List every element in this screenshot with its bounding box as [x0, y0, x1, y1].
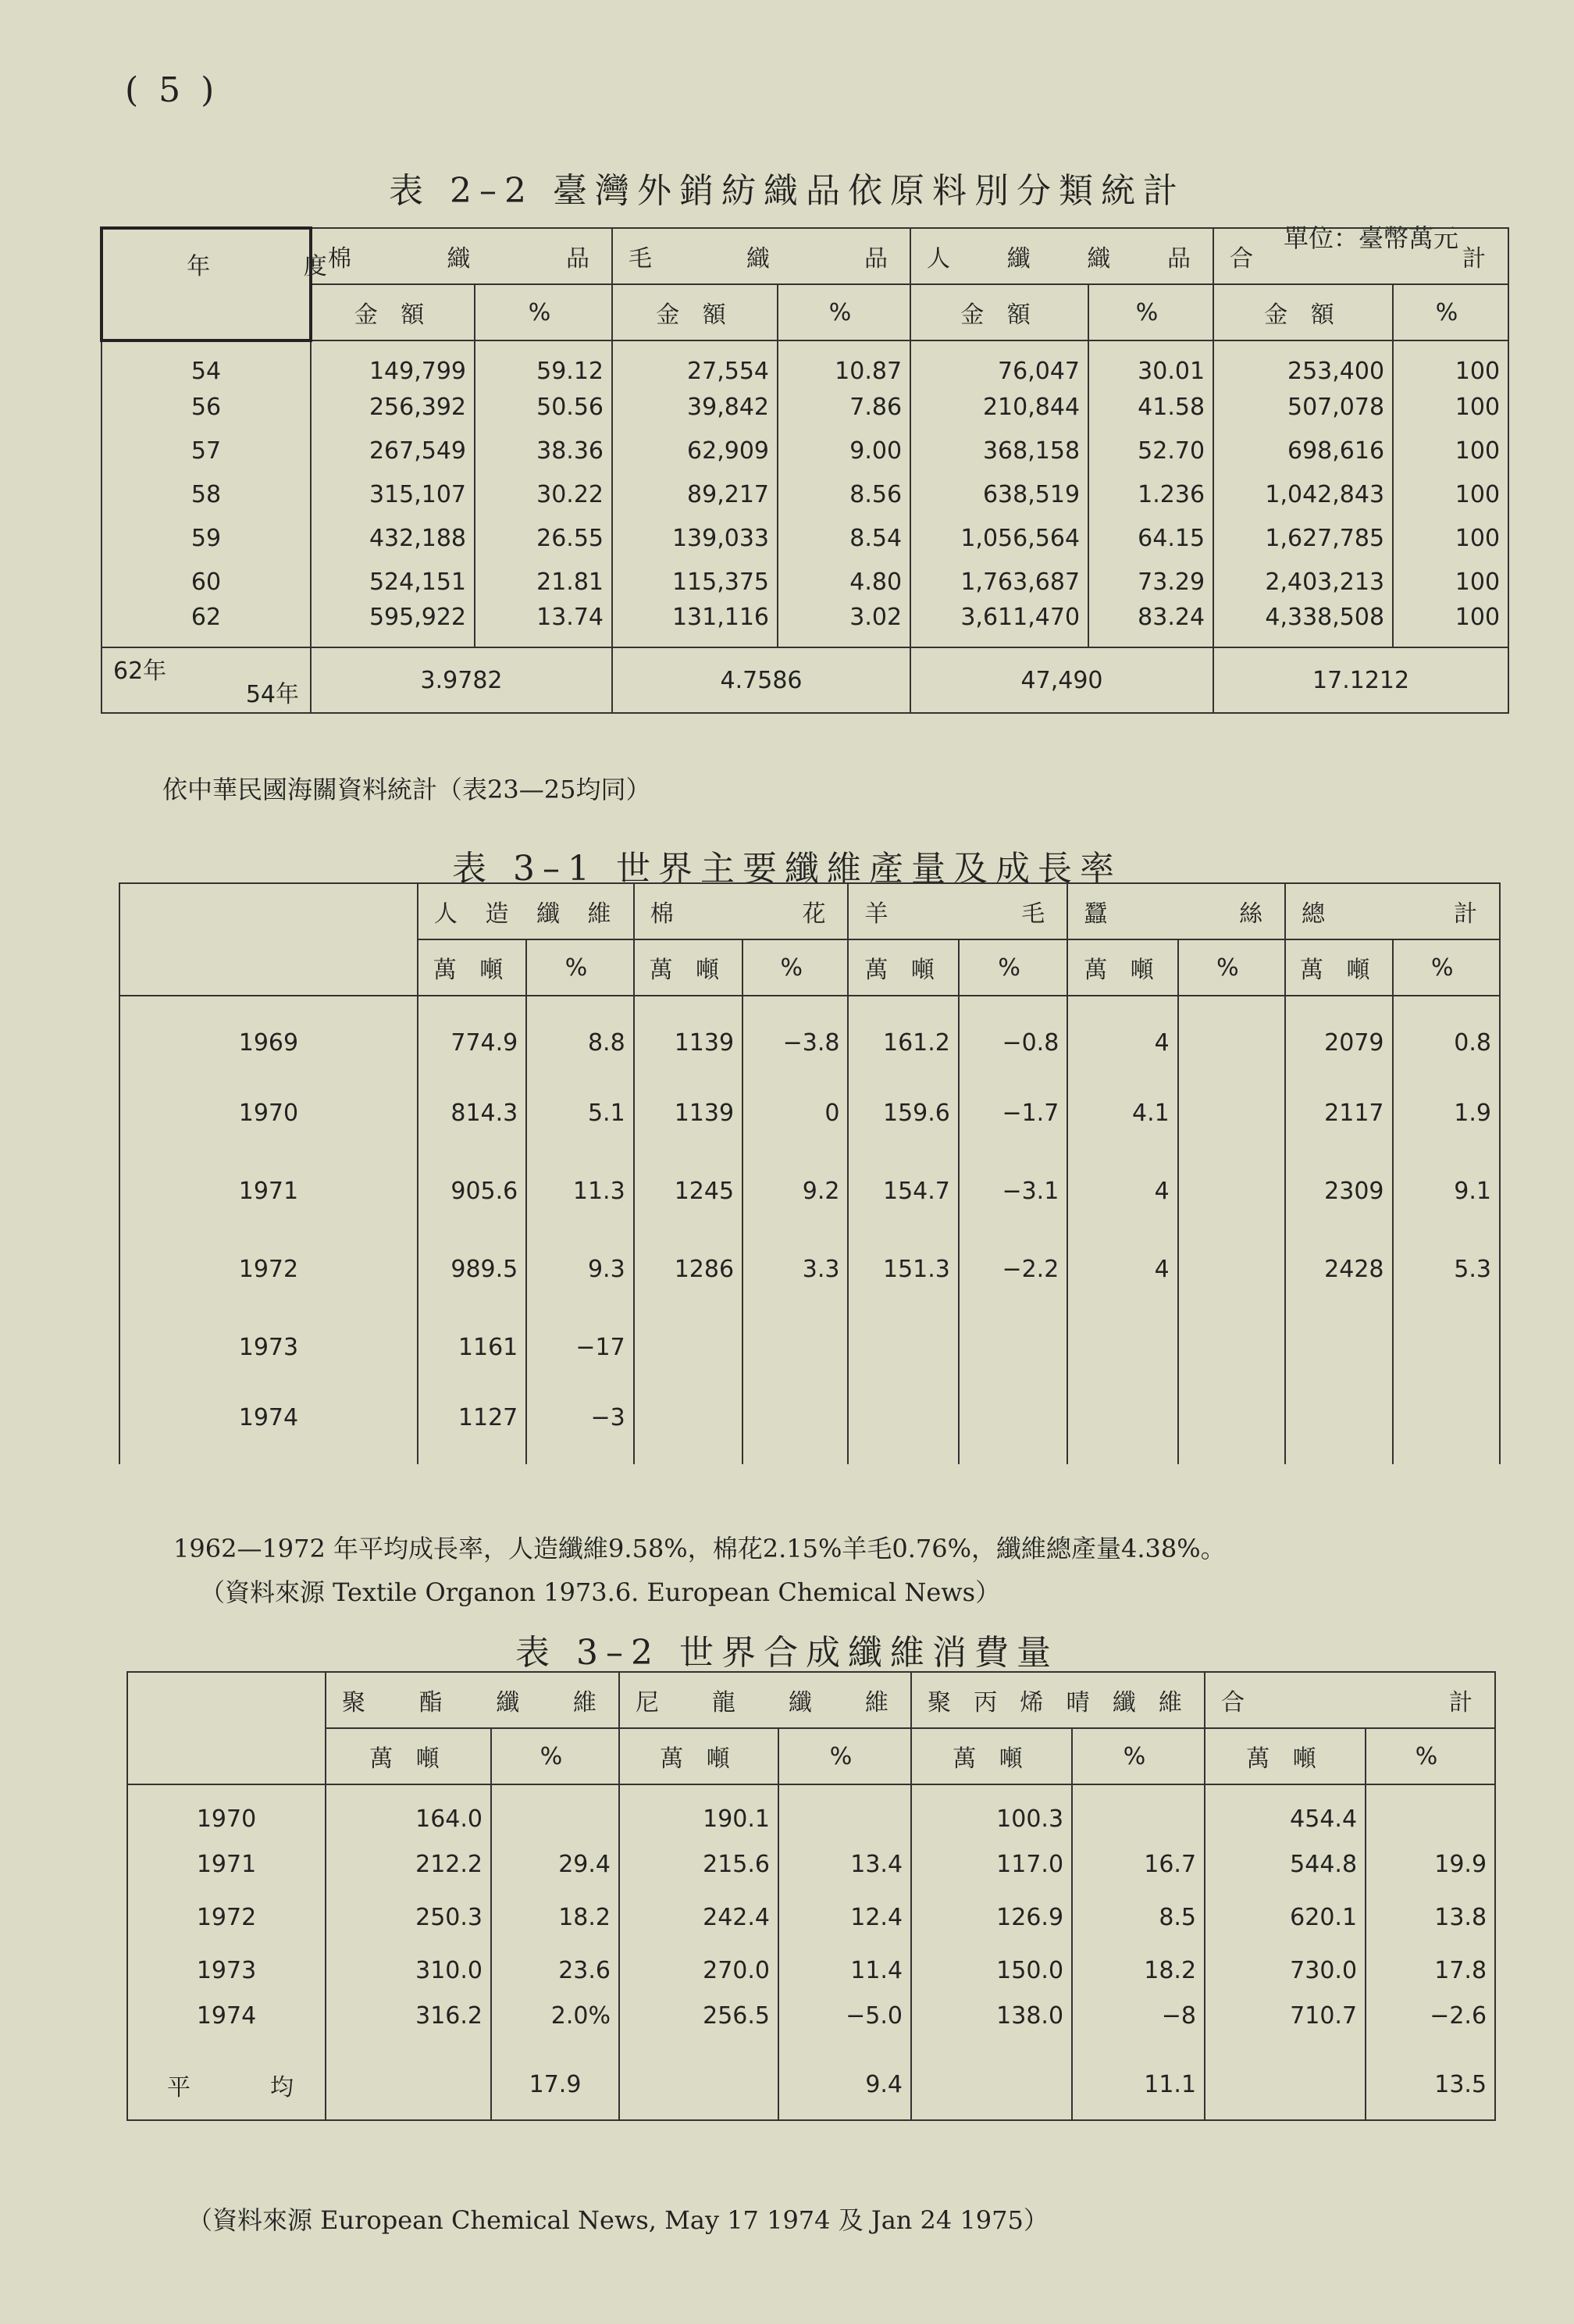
table3-sub-pct: %: [1366, 1728, 1495, 1784]
row-cell: 9.1: [1393, 1152, 1500, 1230]
row-cell: 4: [1067, 1230, 1177, 1308]
row-cell: 620.1: [1205, 1891, 1366, 1944]
row-cell: 250.3: [326, 1891, 491, 1944]
table1: [100, 226, 1509, 714]
table3-avg-cell: [326, 2050, 491, 2120]
table3-avg-cell: 9.4: [778, 2050, 911, 2120]
table2-sub-pct: %: [1393, 939, 1500, 996]
table3-title: 表 3–2 世界合成纖維消費量: [515, 1633, 1059, 1673]
table3-corner-header: [127, 1672, 326, 1784]
row-cell: 267,549: [311, 429, 475, 472]
row-cell: 138.0: [911, 1997, 1072, 2050]
table1-sub-amount: 金 額: [311, 284, 475, 340]
row-cell: 8.8: [526, 996, 633, 1074]
row-cell: 12.4: [778, 1891, 911, 1944]
row-cell: [1067, 1386, 1177, 1464]
table3-avg-label: 平 均: [127, 2050, 326, 2120]
row-cell: [742, 1308, 848, 1386]
table3-sub-amount: 萬 噸: [911, 1728, 1072, 1784]
row-cell: [1178, 1386, 1285, 1464]
row-cell: 3,611,470: [910, 604, 1088, 647]
row-cell: 3.3: [742, 1230, 848, 1308]
row-cell: 253,400: [1213, 340, 1393, 385]
row-cell: 30.22: [475, 472, 612, 516]
table3-avg-cell: [911, 2050, 1072, 2120]
row-cell: 9.00: [778, 429, 910, 472]
table-row: [119, 1386, 1500, 1464]
row-cell: 139,033: [612, 516, 778, 560]
table-row: [101, 604, 1508, 647]
row-year: 1969: [119, 996, 418, 1074]
table2-sub-amount: 萬 噸: [1067, 939, 1177, 996]
row-year: 54: [101, 340, 311, 385]
table3-sub-amount: 萬 噸: [1205, 1728, 1366, 1784]
row-cell: 310.0: [326, 1944, 491, 1997]
row-cell: 4.1: [1067, 1074, 1177, 1152]
row-cell: 21.81: [475, 560, 612, 604]
table-row: [119, 1152, 1500, 1230]
row-cell: 19.9: [1366, 1837, 1495, 1891]
row-cell: 270.0: [619, 1944, 778, 1997]
row-cell: 115,375: [612, 560, 778, 604]
row-cell: [1072, 1784, 1205, 1837]
row-cell: 2,403,213: [1213, 560, 1393, 604]
row-cell: 2079: [1285, 996, 1392, 1074]
table1-corner-header: [101, 228, 327, 340]
row-cell: [742, 1386, 848, 1464]
row-cell: 100: [1393, 560, 1508, 604]
row-cell: 1245: [634, 1152, 742, 1230]
table-row: [119, 1308, 1500, 1386]
table1-ratio-synthetic: 47,490: [910, 647, 1213, 713]
table-row: [101, 385, 1508, 429]
row-cell: 1.236: [1088, 472, 1213, 516]
table2: [119, 882, 1501, 1464]
row-cell: 524,151: [311, 560, 475, 604]
table2-sub-amount: 萬 噸: [634, 939, 742, 996]
row-cell: [1285, 1308, 1392, 1386]
row-cell: 210,844: [910, 385, 1088, 429]
table2-corner-header: [119, 883, 418, 996]
row-cell: 730.0: [1205, 1944, 1366, 1997]
row-year: 57: [101, 429, 311, 472]
table2-sub-amount: 萬 噸: [848, 939, 958, 996]
row-cell: 4.80: [778, 560, 910, 604]
row-cell: 100: [1393, 340, 1508, 385]
row-cell: 18.2: [1072, 1944, 1205, 1997]
table1-sub-amount: 金 額: [612, 284, 778, 340]
row-cell: 126.9: [911, 1891, 1072, 1944]
row-cell: [778, 1784, 911, 1837]
table1-sub-pct: %: [1393, 284, 1508, 340]
row-cell: 149,799: [311, 340, 475, 385]
row-cell: 316.2: [326, 1997, 491, 2050]
row-cell: 11.3: [526, 1152, 633, 1230]
row-cell: 13.8: [1366, 1891, 1495, 1944]
row-cell: 11.4: [778, 1944, 911, 1997]
table-row: [127, 1837, 1495, 1891]
table2-body: [119, 996, 1500, 1464]
row-cell: 9.2: [742, 1152, 848, 1230]
table2-sub-amount: 萬 噸: [1285, 939, 1392, 996]
table3-avg-cell: [1205, 2050, 1366, 2120]
table2-source: （資料來源 Textile Organon 1973.6. European Chemical News）: [200, 1577, 1001, 1607]
row-cell: 905.6: [418, 1152, 526, 1230]
row-cell: 3.02: [778, 604, 910, 647]
row-cell: [959, 1308, 1067, 1386]
row-cell: −8: [1072, 1997, 1205, 2050]
row-cell: 1127: [418, 1386, 526, 1464]
row-cell: [1178, 1230, 1285, 1308]
page-number: ( 5 ): [125, 70, 219, 110]
row-cell: −3.8: [742, 996, 848, 1074]
row-cell: 1,042,843: [1213, 472, 1393, 516]
row-cell: 5.3: [1393, 1230, 1500, 1308]
table1-sub-amount: 金 額: [910, 284, 1088, 340]
row-cell: [1285, 1386, 1392, 1464]
row-cell: 432,188: [311, 516, 475, 560]
row-cell: [848, 1386, 958, 1464]
table-row: [119, 1074, 1500, 1152]
table1-source: 依中華民國海關資料統計（表23—25均同）: [162, 775, 651, 804]
row-cell: 368,158: [910, 429, 1088, 472]
row-cell: 5.1: [526, 1074, 633, 1152]
table3-avg-cell: 11.1: [1072, 2050, 1205, 2120]
row-cell: [1393, 1308, 1500, 1386]
table3-sub-pct: %: [778, 1728, 911, 1784]
row-cell: 1286: [634, 1230, 742, 1308]
row-year: 58: [101, 472, 311, 516]
table1-ratio-wool: 4.7586: [612, 647, 910, 713]
row-cell: −2.6: [1366, 1997, 1495, 2050]
row-cell: 1,763,687: [910, 560, 1088, 604]
row-cell: 7.86: [778, 385, 910, 429]
table1-sub-pct: %: [778, 284, 910, 340]
table3-group-polyester: 聚 酯 纖 維: [326, 1672, 619, 1728]
row-cell: 638,519: [910, 472, 1088, 516]
row-cell: −17: [526, 1308, 633, 1386]
row-cell: 13.4: [778, 1837, 911, 1891]
table2-group-silk: 蠶 絲: [1067, 883, 1285, 939]
table2-note: 1962—1972 年平均成長率，人造纖維9.58%，棉花2.15%羊毛0.76%，纖維總產量4.38%。: [173, 1534, 1226, 1563]
row-cell: −0.8: [959, 996, 1067, 1074]
row-cell: 76,047: [910, 340, 1088, 385]
table1-title: 表 2–2 臺灣外銷紡織品依原料別分類統計: [389, 171, 1185, 211]
table-row: [101, 429, 1508, 472]
table3-sub-amount: 萬 噸: [326, 1728, 491, 1784]
row-cell: [959, 1386, 1067, 1464]
row-cell: 10.87: [778, 340, 910, 385]
table3-sub-pct: %: [491, 1728, 619, 1784]
row-cell: [1178, 1152, 1285, 1230]
row-cell: 13.74: [475, 604, 612, 647]
row-cell: 1,627,785: [1213, 516, 1393, 560]
table1-sub-pct: %: [475, 284, 612, 340]
table2-group-total: 總 計: [1285, 883, 1500, 939]
row-cell: −3: [526, 1386, 633, 1464]
row-cell: 30.01: [1088, 340, 1213, 385]
row-cell: 151.3: [848, 1230, 958, 1308]
row-cell: 83.24: [1088, 604, 1213, 647]
row-cell: 256.5: [619, 1997, 778, 2050]
row-year: 60: [101, 560, 311, 604]
table3-group-acrylic: 聚 丙 烯 晴 纖 維: [911, 1672, 1205, 1728]
row-year: 1974: [127, 1997, 326, 2050]
table-row: [127, 1944, 1495, 1997]
row-cell: 89,217: [612, 472, 778, 516]
row-cell: [1366, 1784, 1495, 1837]
row-year: 56: [101, 385, 311, 429]
row-cell: 710.7: [1205, 1997, 1366, 2050]
row-cell: [1178, 996, 1285, 1074]
row-cell: 100: [1393, 516, 1508, 560]
row-cell: [1178, 1074, 1285, 1152]
row-year: 62: [101, 604, 311, 647]
row-cell: 26.55: [475, 516, 612, 560]
table-row: [127, 1784, 1495, 1837]
row-cell: 131,116: [612, 604, 778, 647]
row-cell: 595,922: [311, 604, 475, 647]
row-cell: 2.0%: [491, 1997, 619, 2050]
table2-sub-pct: %: [742, 939, 848, 996]
table1-sub-amount: 金 額: [1213, 284, 1393, 340]
row-cell: 64.15: [1088, 516, 1213, 560]
row-cell: 1.9: [1393, 1074, 1500, 1152]
table3-group-total: 合 計: [1205, 1672, 1495, 1728]
table1-group-wool: 毛 織 品: [612, 228, 910, 284]
table2-group-wool: 羊 毛: [848, 883, 1067, 939]
table1-group-total: 合 計: [1213, 228, 1508, 284]
row-cell: 62,909: [612, 429, 778, 472]
table-row: [127, 1997, 1495, 2050]
row-year: 1973: [127, 1944, 326, 1997]
table1-ratio-label-top: 62年: [113, 658, 167, 685]
row-cell: 215.6: [619, 1837, 778, 1891]
row-cell: 1139: [634, 1074, 742, 1152]
table1-corner-a: 年: [187, 253, 211, 280]
table1-ratio-label: [101, 647, 311, 713]
table-row: [101, 560, 1508, 604]
row-cell: 9.3: [526, 1230, 633, 1308]
table1-ratio-cotton: 3.9782: [311, 647, 612, 713]
row-cell: 814.3: [418, 1074, 526, 1152]
row-year: 1973: [119, 1308, 418, 1386]
table1-unit: 單位：臺幣萬元: [1283, 223, 1458, 253]
table-row: [119, 996, 1500, 1074]
row-cell: 150.0: [911, 1944, 1072, 1997]
row-cell: 100: [1393, 472, 1508, 516]
row-cell: −5.0: [778, 1997, 911, 2050]
table-row: [101, 340, 1508, 385]
row-year: 1970: [119, 1074, 418, 1152]
row-cell: 1,056,564: [910, 516, 1088, 560]
row-cell: 4: [1067, 996, 1177, 1074]
row-cell: 59.12: [475, 340, 612, 385]
row-cell: −3.1: [959, 1152, 1067, 1230]
table1-group-cotton: 棉 織 品: [311, 228, 612, 284]
table2-title: 表 3–1 世界主要纖維產量及成長率: [452, 849, 1122, 889]
row-cell: 8.56: [778, 472, 910, 516]
row-cell: 507,078: [1213, 385, 1393, 429]
row-cell: 242.4: [619, 1891, 778, 1944]
table-row: [119, 1230, 1500, 1308]
table3-avg-cell: 17.9: [491, 2050, 619, 2120]
row-cell: −2.2: [959, 1230, 1067, 1308]
row-cell: 164.0: [326, 1784, 491, 1837]
row-cell: [1178, 1308, 1285, 1386]
row-cell: [848, 1308, 958, 1386]
row-year: 1971: [119, 1152, 418, 1230]
table2-group-cotton: 棉 花: [634, 883, 849, 939]
row-cell: [634, 1386, 742, 1464]
row-cell: 2309: [1285, 1152, 1392, 1230]
table2-sub-amount: 萬 噸: [418, 939, 526, 996]
row-cell: 100: [1393, 604, 1508, 647]
row-cell: 212.2: [326, 1837, 491, 1891]
row-cell: 4,338,508: [1213, 604, 1393, 647]
row-cell: 100: [1393, 429, 1508, 472]
row-year: 1972: [127, 1891, 326, 1944]
row-cell: 41.58: [1088, 385, 1213, 429]
row-cell: 698,616: [1213, 429, 1393, 472]
table-row: [101, 472, 1508, 516]
row-cell: 4: [1067, 1152, 1177, 1230]
table3-avg-cell: [619, 2050, 778, 2120]
table1-sub-pct: %: [1088, 284, 1213, 340]
row-cell: 190.1: [619, 1784, 778, 1837]
row-cell: 0: [742, 1074, 848, 1152]
row-cell: 454.4: [1205, 1784, 1366, 1837]
row-cell: [491, 1784, 619, 1837]
row-year: 1972: [119, 1230, 418, 1308]
table3-avg-cell: 13.5: [1366, 2050, 1495, 2120]
row-cell: 17.8: [1366, 1944, 1495, 1997]
row-cell: 52.70: [1088, 429, 1213, 472]
row-cell: 18.2: [491, 1891, 619, 1944]
row-cell: 27,554: [612, 340, 778, 385]
row-cell: 39,842: [612, 385, 778, 429]
row-cell: 315,107: [311, 472, 475, 516]
row-cell: 29.4: [491, 1837, 619, 1891]
row-year: 1970: [127, 1784, 326, 1837]
row-cell: 8.54: [778, 516, 910, 560]
table2-sub-pct: %: [1178, 939, 1285, 996]
row-cell: 100.3: [911, 1784, 1072, 1837]
row-cell: 154.7: [848, 1152, 958, 1230]
table3-body: [127, 1784, 1495, 2050]
row-cell: 1161: [418, 1308, 526, 1386]
table3-group-nylon: 尼 龍 纖 維: [619, 1672, 911, 1728]
row-cell: 989.5: [418, 1230, 526, 1308]
row-year: 1974: [119, 1386, 418, 1464]
table1-corner-b: 度: [303, 253, 327, 280]
table1-body: [101, 340, 1508, 647]
table1-ratio-label-bottom: 54年: [245, 681, 299, 708]
row-cell: 774.9: [418, 996, 526, 1074]
row-cell: [634, 1308, 742, 1386]
row-cell: 73.29: [1088, 560, 1213, 604]
row-cell: 16.7: [1072, 1837, 1205, 1891]
row-cell: 117.0: [911, 1837, 1072, 1891]
row-cell: 50.56: [475, 385, 612, 429]
table3-sub-pct: %: [1072, 1728, 1205, 1784]
row-cell: [1393, 1386, 1500, 1464]
table1-ratio-total: 17.1212: [1213, 647, 1508, 713]
row-cell: 38.36: [475, 429, 612, 472]
row-cell: 100: [1393, 385, 1508, 429]
table3: [126, 1671, 1496, 2121]
row-cell: 23.6: [491, 1944, 619, 1997]
row-year: 1971: [127, 1837, 326, 1891]
row-cell: 544.8: [1205, 1837, 1366, 1891]
row-cell: [1067, 1308, 1177, 1386]
row-cell: 0.8: [1393, 996, 1500, 1074]
row-cell: 2428: [1285, 1230, 1392, 1308]
row-cell: 256,392: [311, 385, 475, 429]
table2-sub-pct: %: [959, 939, 1067, 996]
table-row: [127, 1891, 1495, 1944]
row-cell: 161.2: [848, 996, 958, 1074]
table-row: [101, 516, 1508, 560]
table2-sub-pct: %: [526, 939, 633, 996]
row-cell: 159.6: [848, 1074, 958, 1152]
row-cell: 2117: [1285, 1074, 1392, 1152]
table2-group-rayon: 人 造 纖 維: [418, 883, 634, 939]
table3-source: （資料來源 European Chemical News, May 17 1974 及 Jan 24 1975）: [187, 2205, 1049, 2235]
row-cell: 1139: [634, 996, 742, 1074]
row-year: 59: [101, 516, 311, 560]
row-cell: 8.5: [1072, 1891, 1205, 1944]
row-cell: −1.7: [959, 1074, 1067, 1152]
table3-sub-amount: 萬 噸: [619, 1728, 778, 1784]
table1-group-synthetic: 人 纖 織 品: [910, 228, 1213, 284]
